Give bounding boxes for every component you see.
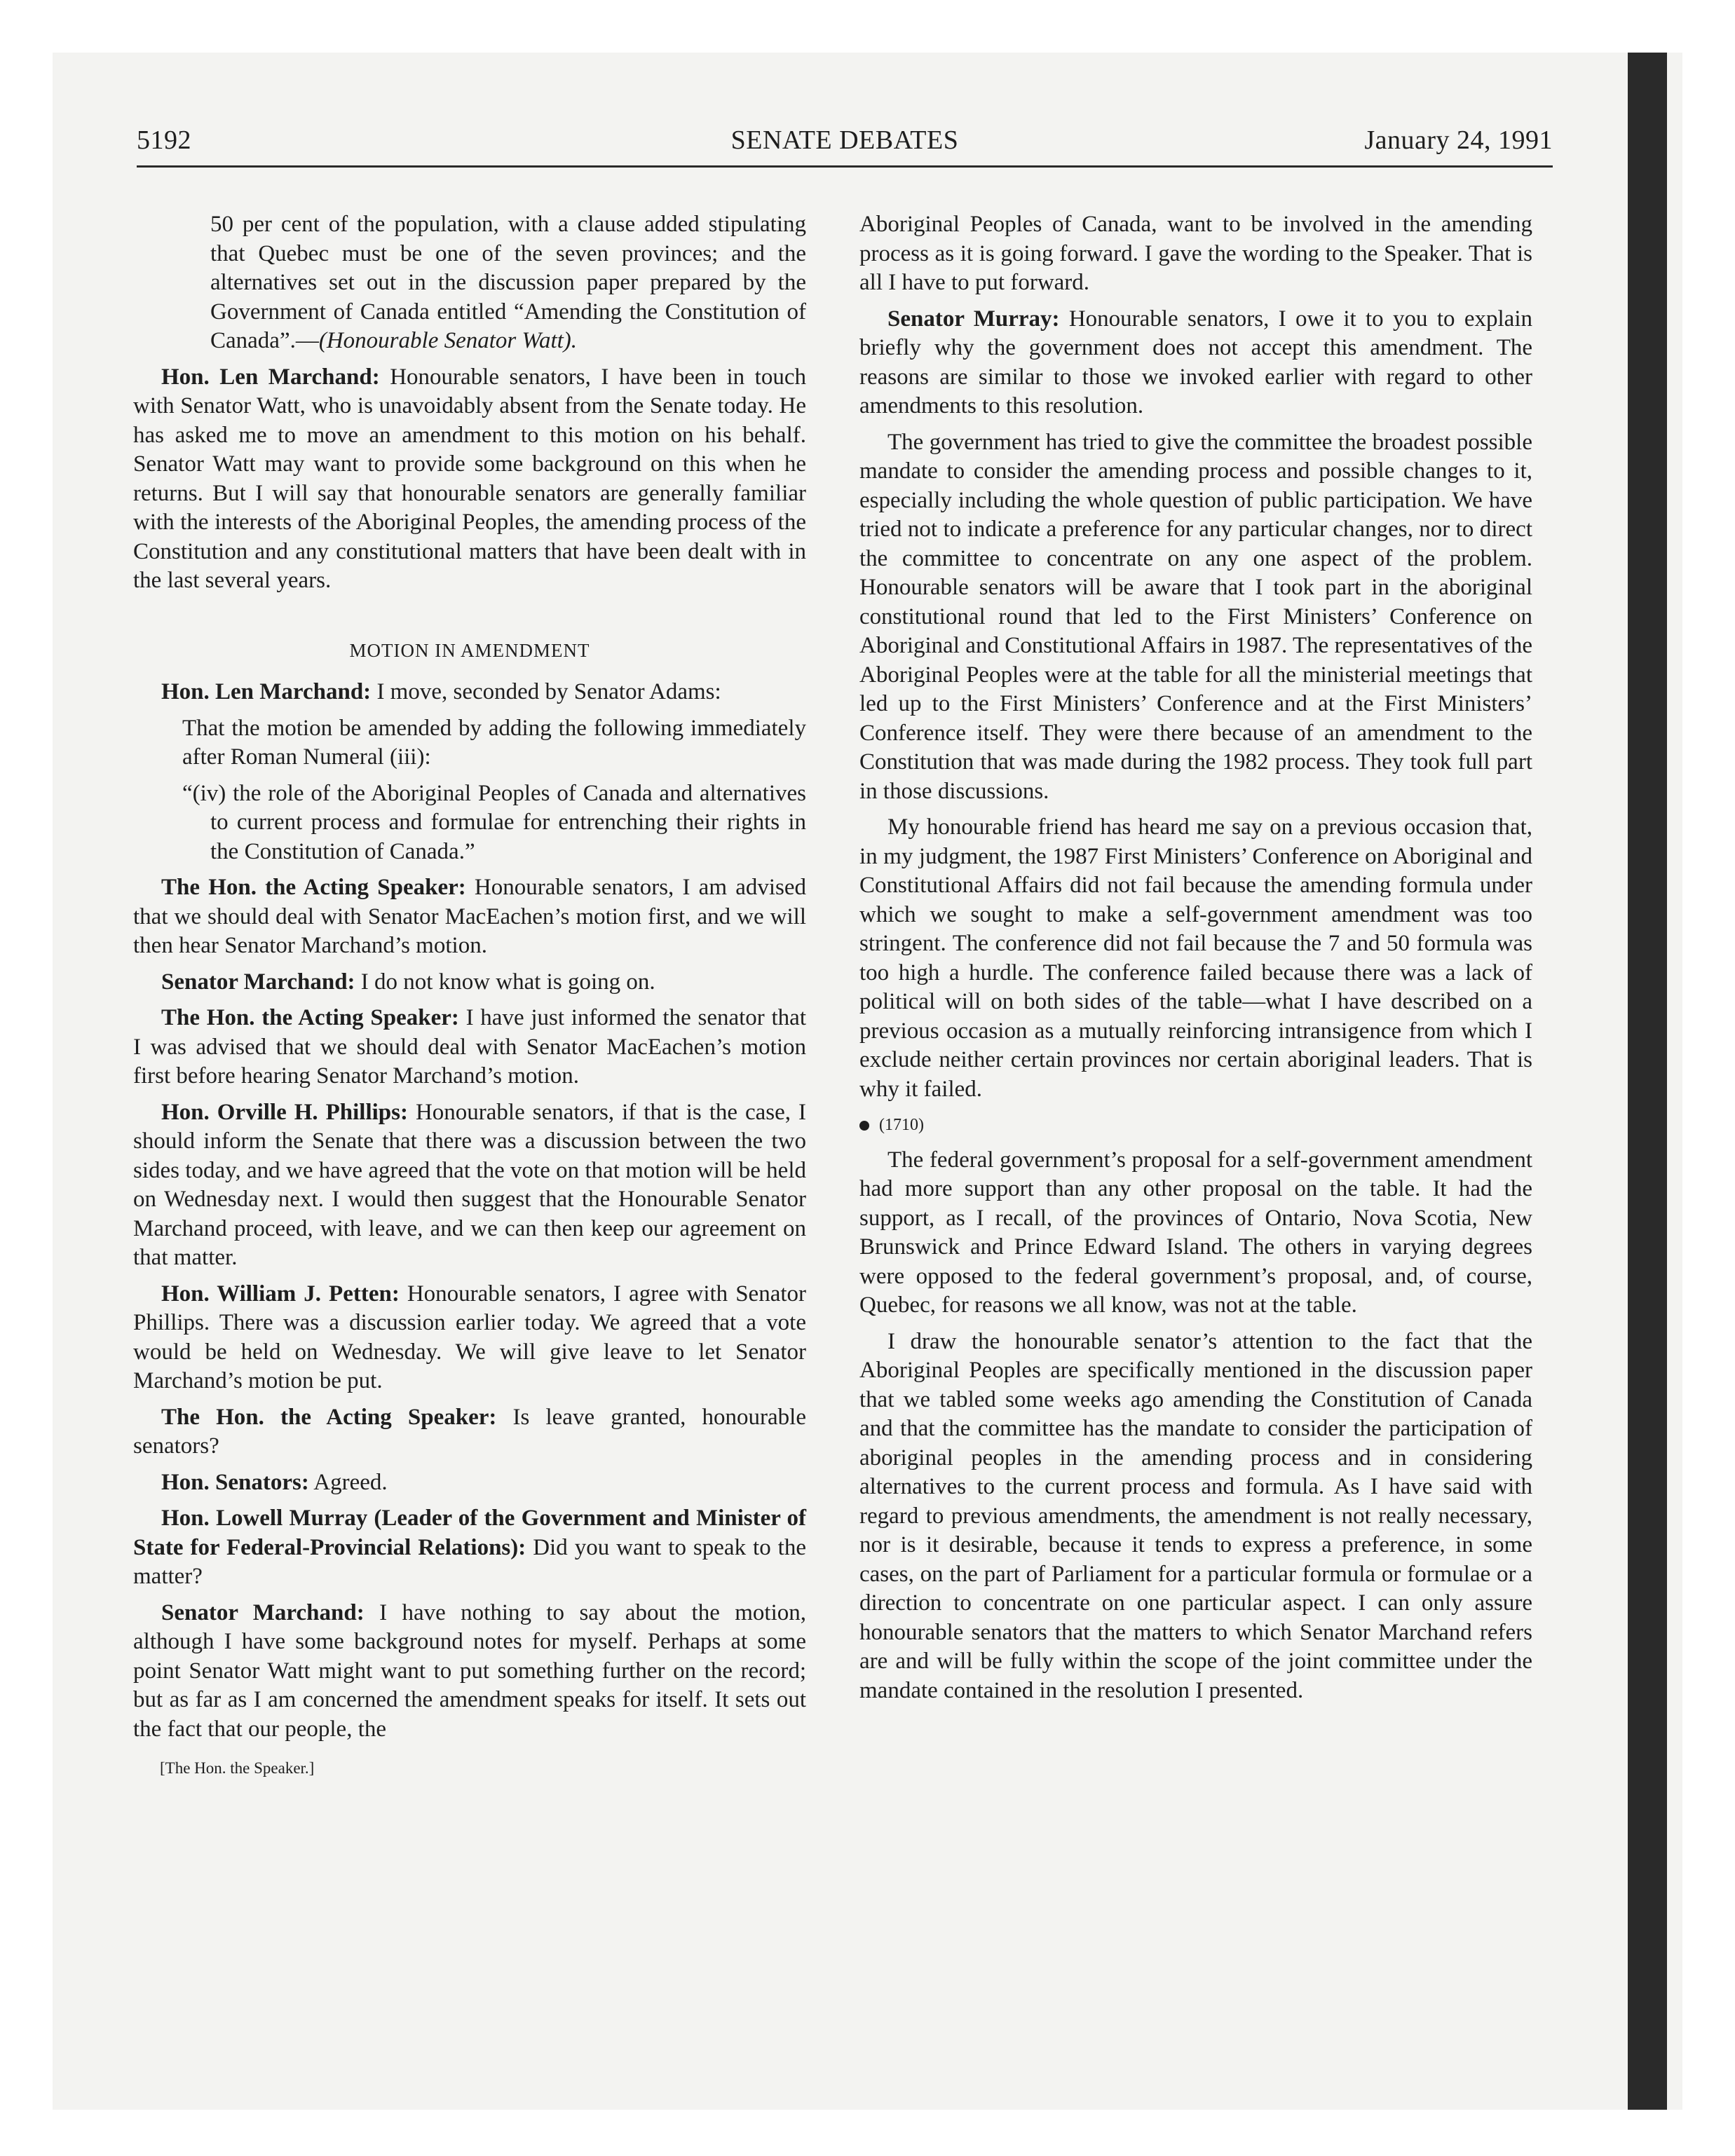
footnote: [The Hon. the Speaker.] [160, 1759, 315, 1777]
paragraph: Hon. Orville H. Phillips: Honourable senators, if that is the case, I should inform the Senate that there was a discussion between the two sides today, and we have agreed that the vote on that motion will be held on Wednesday next. I would then suggest that the Honourable Senator Marchand proceed, with leave, and we can then keep our agreement on that matter. [133, 1099, 806, 1270]
paragraph: The federal government’s proposal for a self-government amendment had more support than any other proposal on the table. It had the support, as I recall, of the provinces of Ontario, Nova Scotia, New Brunswick and Prince Edward Island. The others in varying degrees were opposed to the federal government’s proposal, and, of course, Quebec, for reasons we all know, was not at the table. [859, 1147, 1532, 1318]
paragraph: Hon. Len Marchand: I move, seconded by Senator Adams: [161, 679, 721, 704]
time-marker: (1710) [859, 1111, 1532, 1140]
attribution: (Honourable Senator Watt). [318, 328, 578, 353]
speaker-name: The Hon. the Acting Speaker: [161, 1005, 459, 1030]
paragraph: I draw the honourable senator’s attention to the fact that the Aboriginal Peoples are specifically mentioned in the discussion paper that we tabled some weeks ago amending the Constitution of Canada and that the committee has the mandate to consider the participation of aboriginal peoples in the amending process and in considering alternatives to the current process and formula. As I have said with regard to previous amendments, the amendment is not really necessary, nor is it desirable, because it tends to express a preference, in some cases, on the part of Parliament for a particular formula or formulae or a direction to concentrate on one particular aspect. I can only assure honourable senators that the matters to which Senator Marchand refers are and will be fully within the scope of the joint committee under the mandate contained in the resolution I presented. [859, 1328, 1532, 1703]
paragraph: My honourable friend has heard me say on a previous occasion that, in my judgment, the 1987 First Ministers’ Conference on Aboriginal and Constitutional Affairs did not fail because the amending formula under which we sought to make a self-government amendment was too stringent. The conference did not fail because the 7 and 50 formula was too high a hurdle. The conference failed because there was a lack of political will on both sides of the table—what I have described on a previous occasion as a mutually reinforcing intransigence from which I exclude neither certain provinces nor certain aboriginal leaders. That is why it failed. [859, 814, 1532, 1102]
paragraph: Senator Marchand: I do not know what is going on. [161, 969, 655, 995]
paragraph: Hon. Lowell Murray (Leader of the Government and Minister of State for Federal-Provincial Relations): Did you want to speak to the matter? [133, 1506, 806, 1589]
speaker-name: Senator Marchand: [161, 969, 355, 995]
paragraph: Senator Marchand: I have nothing to say about the motion, although I have some background notes for myself. Perhaps at some point Senator Watt might want to put something further on the record; but as far as I am concerned the amendment speaks for itself. It sets out the fact that our people, the [133, 1599, 806, 1742]
paragraph: The Hon. the Acting Speaker: I have just informed the senator that I was advised that we should deal with Senator MacEachen’s motion first before hearing Senator Marchand’s motion. [133, 1005, 806, 1089]
motion-text: “(iv) the role of the Aboriginal Peoples of Canada and alternatives to current process and formulae for entrenching their rights in the Constitution of Canada.” [182, 780, 806, 864]
speaker-name: The Hon. the Acting Speaker: [161, 875, 466, 900]
right-column [859, 210, 1532, 1712]
paragraph: The Hon. the Acting Speaker: Honourable senators, I am advised that we should deal with Senator MacEachen’s motion first, and we will then hear Senator Marchand’s motion. [133, 875, 807, 958]
paragraph: The government has tried to give the committee the broadest possible mandate to consider the amending process and possible changes to it, especially including the whole question of public participation. We have tried not to indicate a preference for any particular changes, nor to direct the committee to concentrate on any one aspect of the problem. Honourable senators will be aware that I took part in the aboriginal constitutional round that led to the First Ministers’ Conference on Aboriginal and Constitutional Affairs in 1987. The representatives of the Aboriginal Peoples were at the table for all the ministerial meetings that led up to the First Ministers’ Conference and at the First Ministers’ Conference itself. They were there because of an amendment to the Constitution that was made during the 1982 process. They took full part in those discussions. [859, 429, 1532, 804]
speaker-name: The Hon. the Acting Speaker: [161, 1404, 497, 1430]
speaker-name: Hon. Orville H. Phillips: [161, 1099, 408, 1125]
speaker-name: Hon. Len Marchand: [161, 679, 372, 704]
speaker-name: Senator Marchand: [161, 1599, 365, 1625]
bullet-icon [859, 1121, 869, 1131]
speaker-name: Senator Murray: [887, 306, 1060, 332]
motion-text: That the motion be amended by adding the following immediately after Roman Numeral (iii): [182, 715, 806, 770]
speaker-name: Hon. Lowell Murray (Leader of the Government and Minister of State for Federal-Provincial Relations): [133, 1506, 806, 1560]
section-heading: MOTION IN AMENDMENT [349, 639, 590, 661]
issue-date: January 24, 1991 [1364, 125, 1553, 155]
scan-edge-bar [1628, 53, 1667, 2110]
page-header [137, 125, 1553, 168]
speaker-name: Hon. Len Marchand: [161, 364, 380, 390]
paragraph: Hon. Len Marchand: Honourable senators, I have been in touch with Senator Watt, who is unavoidably absent from the Senate today. He has asked me to move an amendment to this motion on his behalf. Senator Watt may want to provide some background on this when he returns. But I will say that honourable senators are generally familiar with the interests of the Aboriginal Peoples, the amending process of the Constitution and any constitutional matters that have been dealt with in the last several years. [133, 364, 806, 593]
paragraph: Senator Murray: Honourable senators, I owe it to you to explain briefly why the government does not accept this amendment. The reasons are similar to those we invoked earlier with regard to other amendments to this resolution. [859, 306, 1532, 418]
paragraph: Hon. Senators: Agreed. [161, 1469, 388, 1495]
paragraph: Aboriginal Peoples of Canada, want to be involved in the amending process as it is going forward. I gave the wording to the Speaker. That is all I have to put forward. [859, 212, 1532, 295]
page-number: 5192 [137, 125, 191, 155]
speaker-name: Hon. William J. Petten: [161, 1281, 400, 1306]
publication-title: SENATE DEBATES [730, 125, 959, 155]
left-column [133, 210, 806, 1783]
paragraph: 50 per cent of the population, with a clause added stipulating that Quebec must be one of the seven provinces; and the alternatives set out in the discussion paper prepared by the Government of Canada entitled “Amending the Constitution of Canada”.—(Honourable Senator Watt). [210, 212, 806, 353]
speaker-name: Hon. Senators: [161, 1469, 309, 1495]
paragraph: The Hon. the Acting Speaker: Is leave granted, honourable senators? [133, 1404, 806, 1459]
paragraph: Hon. William J. Petten: Honourable senators, I agree with Senator Phillips. There was a discussion earlier today. We agreed that a vote would be held on Wednesday. We will give leave to let Senator Marchand’s motion be put. [133, 1281, 807, 1393]
